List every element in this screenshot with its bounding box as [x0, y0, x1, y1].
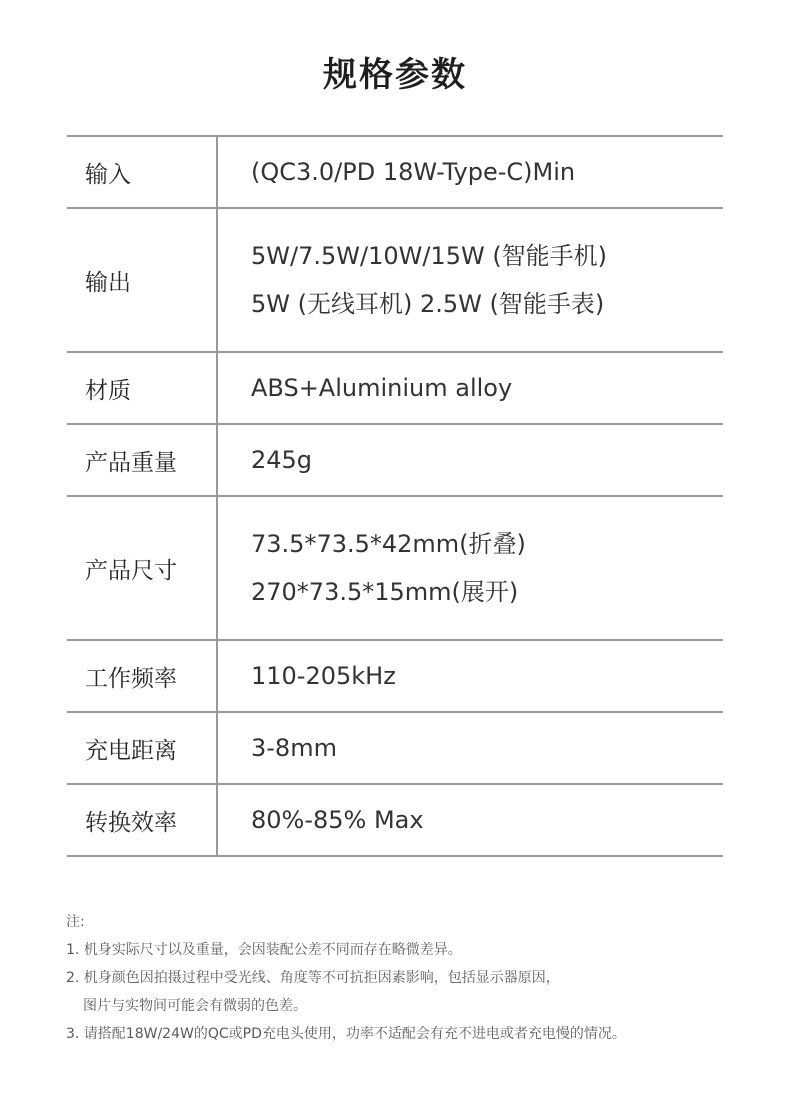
- spec-row-weight: [67, 425, 723, 497]
- spec-value-efficiency: [218, 785, 723, 855]
- spec-label-efficiency: 转换效率: [67, 785, 218, 855]
- spec-row-material: [67, 353, 723, 425]
- spec-value-line: (QC3.0/PD 18W-Type-C)Min: [251, 158, 576, 186]
- spec-row-efficiency: [67, 785, 723, 857]
- spec-value-line: 73.5*73.5*42mm(折叠): [251, 530, 526, 558]
- spec-value-weight: [218, 425, 723, 495]
- note-item-continuation: 图片与实物间可能会有微弱的色差。: [83, 998, 307, 1014]
- note-item: 2. 机身颜色因拍摄过程中受光线、角度等不可抗拒因素影响，包括显示器原因，: [66, 970, 560, 986]
- spec-label-output: 输出: [67, 209, 218, 351]
- spec-value-line: 245g: [251, 446, 313, 474]
- note-item: 3. 请搭配18W/24W的QC或PD充电头使用，功率不适配会有充不进电或者充电慢的情况。: [66, 1026, 626, 1042]
- spec-value-line: ABS+Aluminium alloy: [251, 374, 513, 402]
- spec-row-frequency: [67, 641, 723, 713]
- spec-label-input: 输入: [67, 137, 218, 207]
- spec-value-input: [218, 137, 723, 207]
- spec-value-material: [218, 353, 723, 423]
- spec-value-frequency: [218, 641, 723, 711]
- spec-value-size: [218, 497, 723, 639]
- spec-value-distance: [218, 713, 723, 783]
- spec-value-line: 110-205kHz: [251, 662, 396, 690]
- spec-table: [67, 135, 723, 857]
- spec-row-output: [67, 209, 723, 353]
- spec-value-output: [218, 209, 723, 351]
- spec-label-material: 材质: [67, 353, 218, 423]
- spec-value-line: 270*73.5*15mm(展开): [251, 578, 519, 606]
- spec-row-size: [67, 497, 723, 641]
- page-title: 规格参数: [323, 55, 467, 95]
- spec-value-line: 80%-85% Max: [251, 806, 424, 834]
- spec-row-input: [67, 137, 723, 209]
- notes-section: [66, 908, 746, 1048]
- spec-label-distance: 充电距离: [67, 713, 218, 783]
- spec-row-distance: [67, 713, 723, 785]
- note-item: 1. 机身实际尺寸以及重量，会因装配公差不同而存在略微差异。: [66, 942, 462, 958]
- spec-label-frequency: 工作频率: [67, 641, 218, 711]
- spec-label-weight: 产品重量: [67, 425, 218, 495]
- spec-value-line: 5W/7.5W/10W/15W (智能手机): [251, 242, 608, 270]
- spec-value-line: 3-8mm: [251, 734, 337, 762]
- spec-label-size: 产品尺寸: [67, 497, 218, 639]
- spec-value-line: 5W (无线耳机) 2.5W (智能手表): [251, 290, 605, 318]
- notes-heading: 注:: [66, 914, 85, 930]
